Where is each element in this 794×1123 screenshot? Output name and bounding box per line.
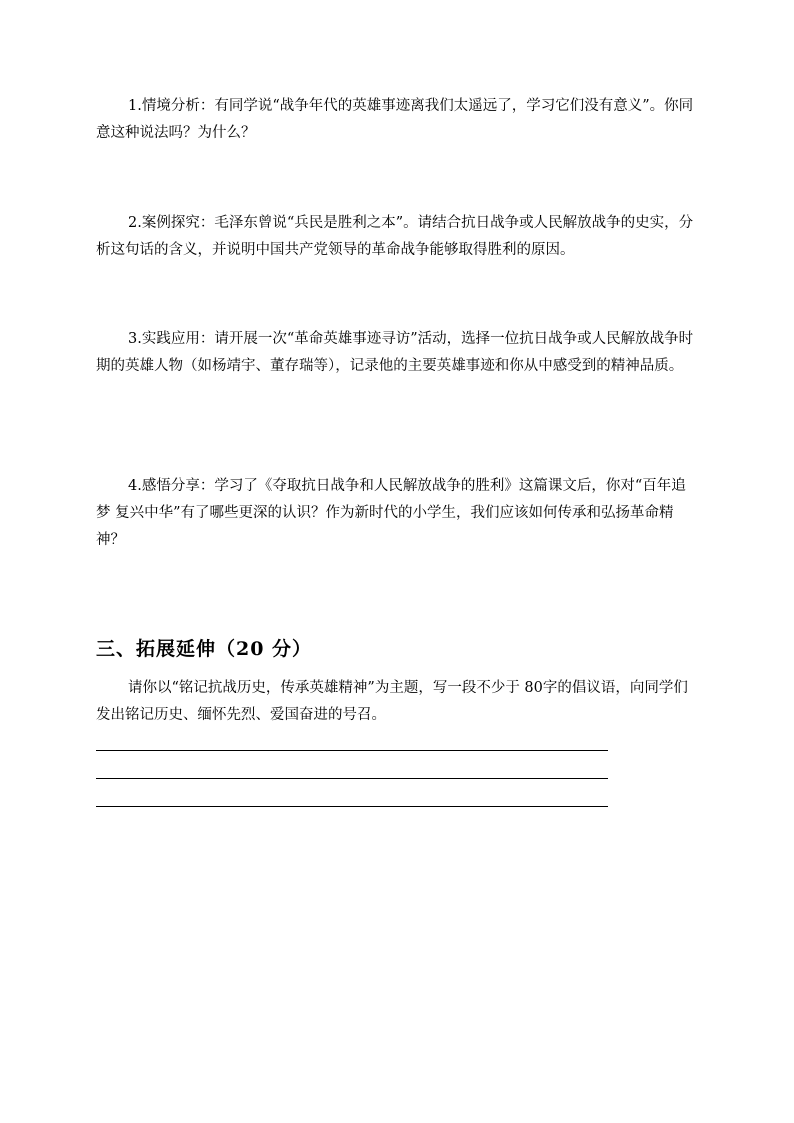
- question-2-text: 案例探究：毛泽东曾说“兵民是胜利之本”。请结合抗日战争或人民解放战争的史实，分析这句话的含义，并说明中国共产党领导的革命战争能够取得胜利的原因。: [96, 215, 694, 258]
- question-2: [96, 210, 700, 264]
- question-4-number: 4.: [128, 478, 142, 494]
- answer-line-2[interactable]: [96, 778, 608, 779]
- answer-line-3[interactable]: [96, 806, 608, 807]
- question-4-text: 感悟分享：学习了《夺取抗日战争和人民解放战争的胜利》这篇课文后，你对“百年追梦 复兴中华”有了哪些更深的认识？作为新时代的小学生，我们应该如何传承和弘扬革命精神？: [96, 478, 686, 548]
- question-2-number: 2.: [128, 215, 142, 231]
- section-3-prompt: 请你以“铭记抗战历史，传承英雄精神”为主题，写一段不少于 80字的倡议语，向同学们发出铭记历史、缅怀先烈、爱国奋进的号召。: [96, 680, 688, 723]
- question-1-text: 情境分析：有同学说“战争年代的英雄事迹离我们太遥远了，学习它们没有意义”。你同意这种说法吗？为什么？: [96, 98, 694, 141]
- question-1-number: 1.: [128, 98, 142, 114]
- question-3: [96, 326, 700, 380]
- section-3-title: 三、拓展延伸（20 分）: [96, 638, 313, 660]
- question-3-text: 实践应用：请开展一次“革命英雄事迹寻访”活动，选择一位抗日战争或人民解放战争时期的英雄人物（如杨靖宇、董存瑞等），记录他的主要英雄事迹和你从中感受到的精神品质。: [96, 331, 694, 374]
- question-4: [96, 473, 700, 554]
- question-1: [96, 93, 700, 147]
- answer-line-1[interactable]: [96, 750, 608, 751]
- question-3-number: 3.: [128, 331, 142, 347]
